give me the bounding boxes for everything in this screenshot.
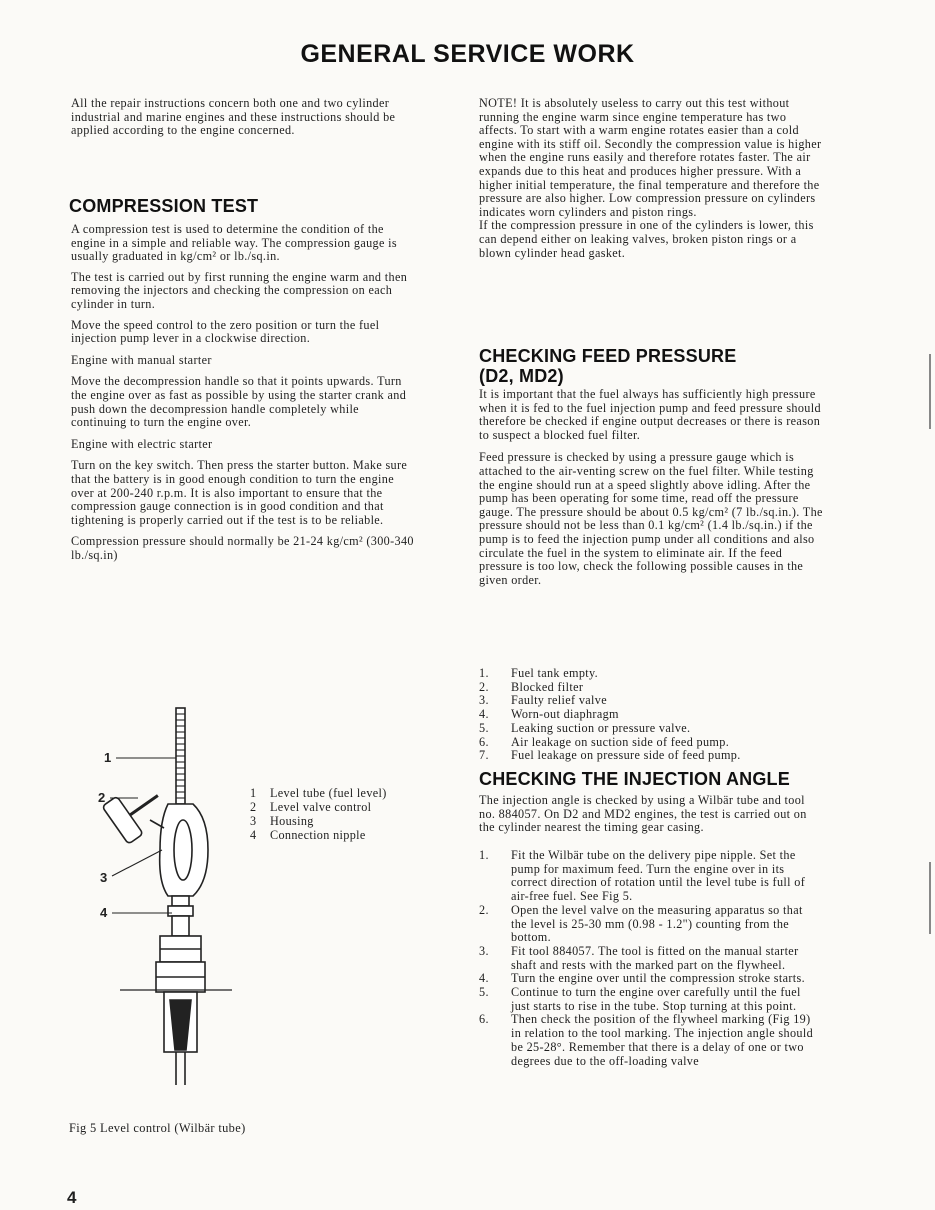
list-item: 7. Fuel leakage on pressure side of feed pump. bbox=[479, 748, 741, 763]
feed-causes-list bbox=[479, 667, 829, 763]
list-item: 5. Leaking suction or pressure valve. bbox=[479, 720, 691, 735]
note-section bbox=[479, 97, 824, 260]
list-item: 4. Worn-out diaphragm bbox=[479, 707, 619, 722]
list-item: 6. Air leakage on suction side of feed pump. bbox=[479, 734, 730, 749]
page-number: 4 bbox=[67, 1188, 77, 1207]
manual-starter-paragraph: Move the decompression handle so that it points upwards. Turn the engine over as fast as possible by using the starter crank and push down the decompression handle completely while continuing to turn the engine over. bbox=[71, 374, 407, 430]
compression-paragraph-1: A compression test is used to determine the condition of the engine in a simple and reliable way. The compression gauge is usually graduated in kg/cm² or lb./sq.in. bbox=[71, 222, 397, 264]
note-paragraph-2: If the compression pressure in one of the cylinders is lower, this can depend either on leaking valves, broken piston rings or a blown cylinder head gasket. bbox=[479, 218, 814, 260]
injection-angle-intro: The injection angle is checked by using a Wilbär tube and tool no. 884057. On D2 and MD2 engines, the test is carried out on the cylinder nearest the timing gear casing. bbox=[479, 793, 807, 835]
feed-pressure-section bbox=[479, 388, 824, 587]
list-item: 4. Turn the engine over until the compression stroke starts. bbox=[479, 971, 806, 986]
feed-pressure-heading-line-2: (D2, MD2) bbox=[479, 366, 564, 386]
compression-test-heading: COMPRESSION TEST bbox=[69, 196, 259, 216]
electric-starter-paragraph: Turn on the key switch. Then press the starter button. Make sure that the battery is in good enough condition to turn the engine over at 200-240 r.p.m. It is also important to ensure that the compression gauge connection is in good condition and that tightening is properly carried out if the test is to be reliable. bbox=[71, 458, 408, 527]
feed-pressure-heading bbox=[479, 346, 736, 386]
manual-starter-subheading: Engine with manual starter bbox=[71, 352, 212, 367]
figure-legend bbox=[250, 786, 430, 842]
list-item: 2. Open the level valve on the measuring apparatus so that the level is 25-30 mm (0.98 - 1.2") counting from the bottom. bbox=[479, 902, 803, 945]
page-title: GENERAL SERVICE WORK bbox=[300, 40, 635, 68]
connection-nipple bbox=[172, 896, 189, 906]
compression-normal-value: Compression pressure should normally be 21-24 kg/cm² (300-340 lb./sq.in) bbox=[71, 534, 414, 562]
list-item: 2. Blocked filter bbox=[479, 679, 584, 694]
callout-2: 2 bbox=[98, 790, 106, 805]
feed-pressure-heading-line-1: CHECKING FEED PRESSURE bbox=[479, 346, 737, 366]
feed-paragraph-2: Feed pressure is checked by using a pressure gauge which is attached to the air-venting screw on the fuel filter. While testing the engine should run at a speed slightly above idling. After the pump has been operating for some time, read off the pressure gauge. The pressure should be about 0.5 kg/cm² (7 lb./sq.in.). The pressure should not be less than 0.1 kg/cm² (1.4 lb./sq.in.) if the pump is to feed the injection pump under all conditions and also circulate the fuel in the system to eliminate air. If the feed pressure is too low, check the following possible causes in the given order. bbox=[479, 450, 823, 587]
feed-paragraph-1: It is important that the fuel always has sufficiently high pressure when it is fed to the fuel injection pump and feed pressure should therefore be checked if engine output decreases or there is reason to suspect a blocked fuel filter. bbox=[479, 387, 821, 442]
electric-starter-subheading: Engine with electric starter bbox=[71, 436, 213, 451]
list-item: 1. Fuel tank empty. bbox=[479, 666, 599, 680]
compression-paragraph-3: Move the speed control to the zero position or turn the fuel injection pump lever in a clockwise direction. bbox=[71, 317, 380, 346]
list-item: 1. Fit the Wilbär tube on the delivery pipe nipple. Set the pump for maximum feed. Turn the engine over in its correct direction of rotation until the level tube is full of air-free fuel. See Fig 5. bbox=[479, 848, 806, 904]
figure-caption: Fig 5 Level control (Wilbär tube) bbox=[69, 1121, 246, 1135]
list-item: 3. Faulty relief valve bbox=[479, 693, 607, 708]
injection-angle-heading: CHECKING THE INJECTION ANGLE bbox=[479, 769, 790, 789]
callout-4: 4 bbox=[100, 905, 108, 920]
compression-paragraph-2: The test is carried out by first running the engine warm and then removing the injectors and checking the compression on each cylinder in turn. bbox=[71, 269, 408, 311]
intro-paragraph: All the repair instructions concern both one and two cylinder industrial and marine engines and these instructions should be applied according to the engine concerned. bbox=[71, 96, 396, 138]
callout-3: 3 bbox=[100, 870, 108, 885]
wilbar-tube-figure bbox=[90, 700, 240, 1090]
injection-angle-steps bbox=[479, 849, 819, 1068]
legend-item: 3 Housing bbox=[250, 814, 314, 828]
housing bbox=[160, 804, 208, 896]
list-item: 5. Continue to turn the engine over carefully until the fuel just starts to rise in the tube. Stop turning at this point. bbox=[479, 985, 801, 1013]
list-item: 3. Fit tool 884057. The tool is fitted on the manual starter shaft and rests with the marked part on the flywheel. bbox=[479, 943, 799, 972]
margin-mark bbox=[929, 354, 931, 429]
compression-test-section bbox=[71, 223, 416, 562]
callout-1: 1 bbox=[104, 750, 112, 765]
legend-item: 2 Level valve control bbox=[250, 800, 372, 814]
legend-item: 1 Level tube (fuel level) bbox=[250, 786, 387, 800]
list-item: 6. Then check the position of the flywheel marking (Fig 19) in relation to the tool marking. The injection angle should be 25-28°. Remember that there is a delay of one or two degrees due to the off-loading valve bbox=[479, 1012, 814, 1068]
margin-mark bbox=[929, 862, 931, 934]
note-paragraph: NOTE! It is absolutely useless to carry out this test without running the engine warm since engine temperature has two affects. To start with a warm engine rotates easier than a cold engine with its stiff oil. Secondly the compression value is higher when the engine runs easily and therefore rotates faster. The air expands due to this heat and produces higher pressure. With a higher initial temperature, the final temperature and therefore the pressure are also higher. Low compression pressure on cylinders indicates worn cylinders and piston rings. bbox=[479, 96, 822, 219]
legend-item: 4 Connection nipple bbox=[250, 828, 366, 842]
